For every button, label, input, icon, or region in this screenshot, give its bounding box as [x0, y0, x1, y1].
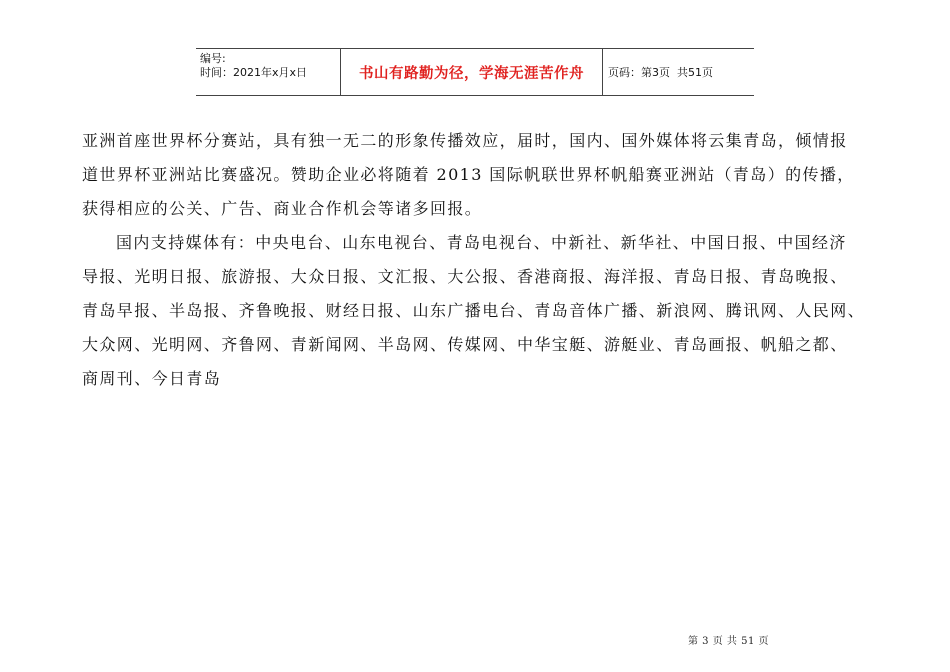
header-page-number: 页码：第3页 共51页: [608, 66, 713, 79]
header-meta: [200, 52, 336, 80]
document-number-label: 编号:: [200, 52, 226, 65]
text-line: 导报、光明日报、旅游报、大众日报、文汇报、大公报、香港商报、海洋报、青岛日报、青岛晚报、: [82, 267, 848, 286]
page-footer: 第 3 页 共 51 页: [688, 636, 769, 647]
text-line: 商周刊、今日青岛: [82, 369, 222, 388]
header-motto: 书山有路勤为径，学海无涯苦作舟: [359, 65, 584, 82]
header-divider-right: [602, 49, 603, 95]
text-line: 获得相应的公关、广告、商业合作机会等诸多回报。: [82, 199, 483, 218]
paragraph-media-list: [82, 226, 882, 396]
page-header: [196, 48, 754, 96]
text-line: 大众网、光明网、齐鲁网、青新闻网、半岛网、传媒网、中华宝艇、游艇业、青岛画报、帆船之都、: [82, 335, 848, 354]
text-line: 青岛早报、半岛报、齐鲁晚报、财经日报、山东广播电台、青岛音体广播、新浪网、腾讯网、人民网、: [82, 301, 866, 320]
document-body: [82, 124, 882, 396]
text-line: 道世界杯亚洲站比赛盛况。赞助企业必将随着 2013 国际帆联世界杯帆船赛亚洲站（青岛）的传播，: [82, 165, 855, 184]
document-time-label: 时间：2021年x月x日: [200, 66, 308, 79]
text-line: 国内支持媒体有：中央电台、山东电视台、青岛电视台、中新社、新华社、中国日报、中国经济: [116, 233, 847, 252]
paragraph-sponsorship: [82, 124, 882, 226]
text-line: 亚洲首座世界杯分赛站，具有独一无二的形象传播效应，届时，国内、国外媒体将云集青岛，倾情报: [82, 131, 848, 150]
